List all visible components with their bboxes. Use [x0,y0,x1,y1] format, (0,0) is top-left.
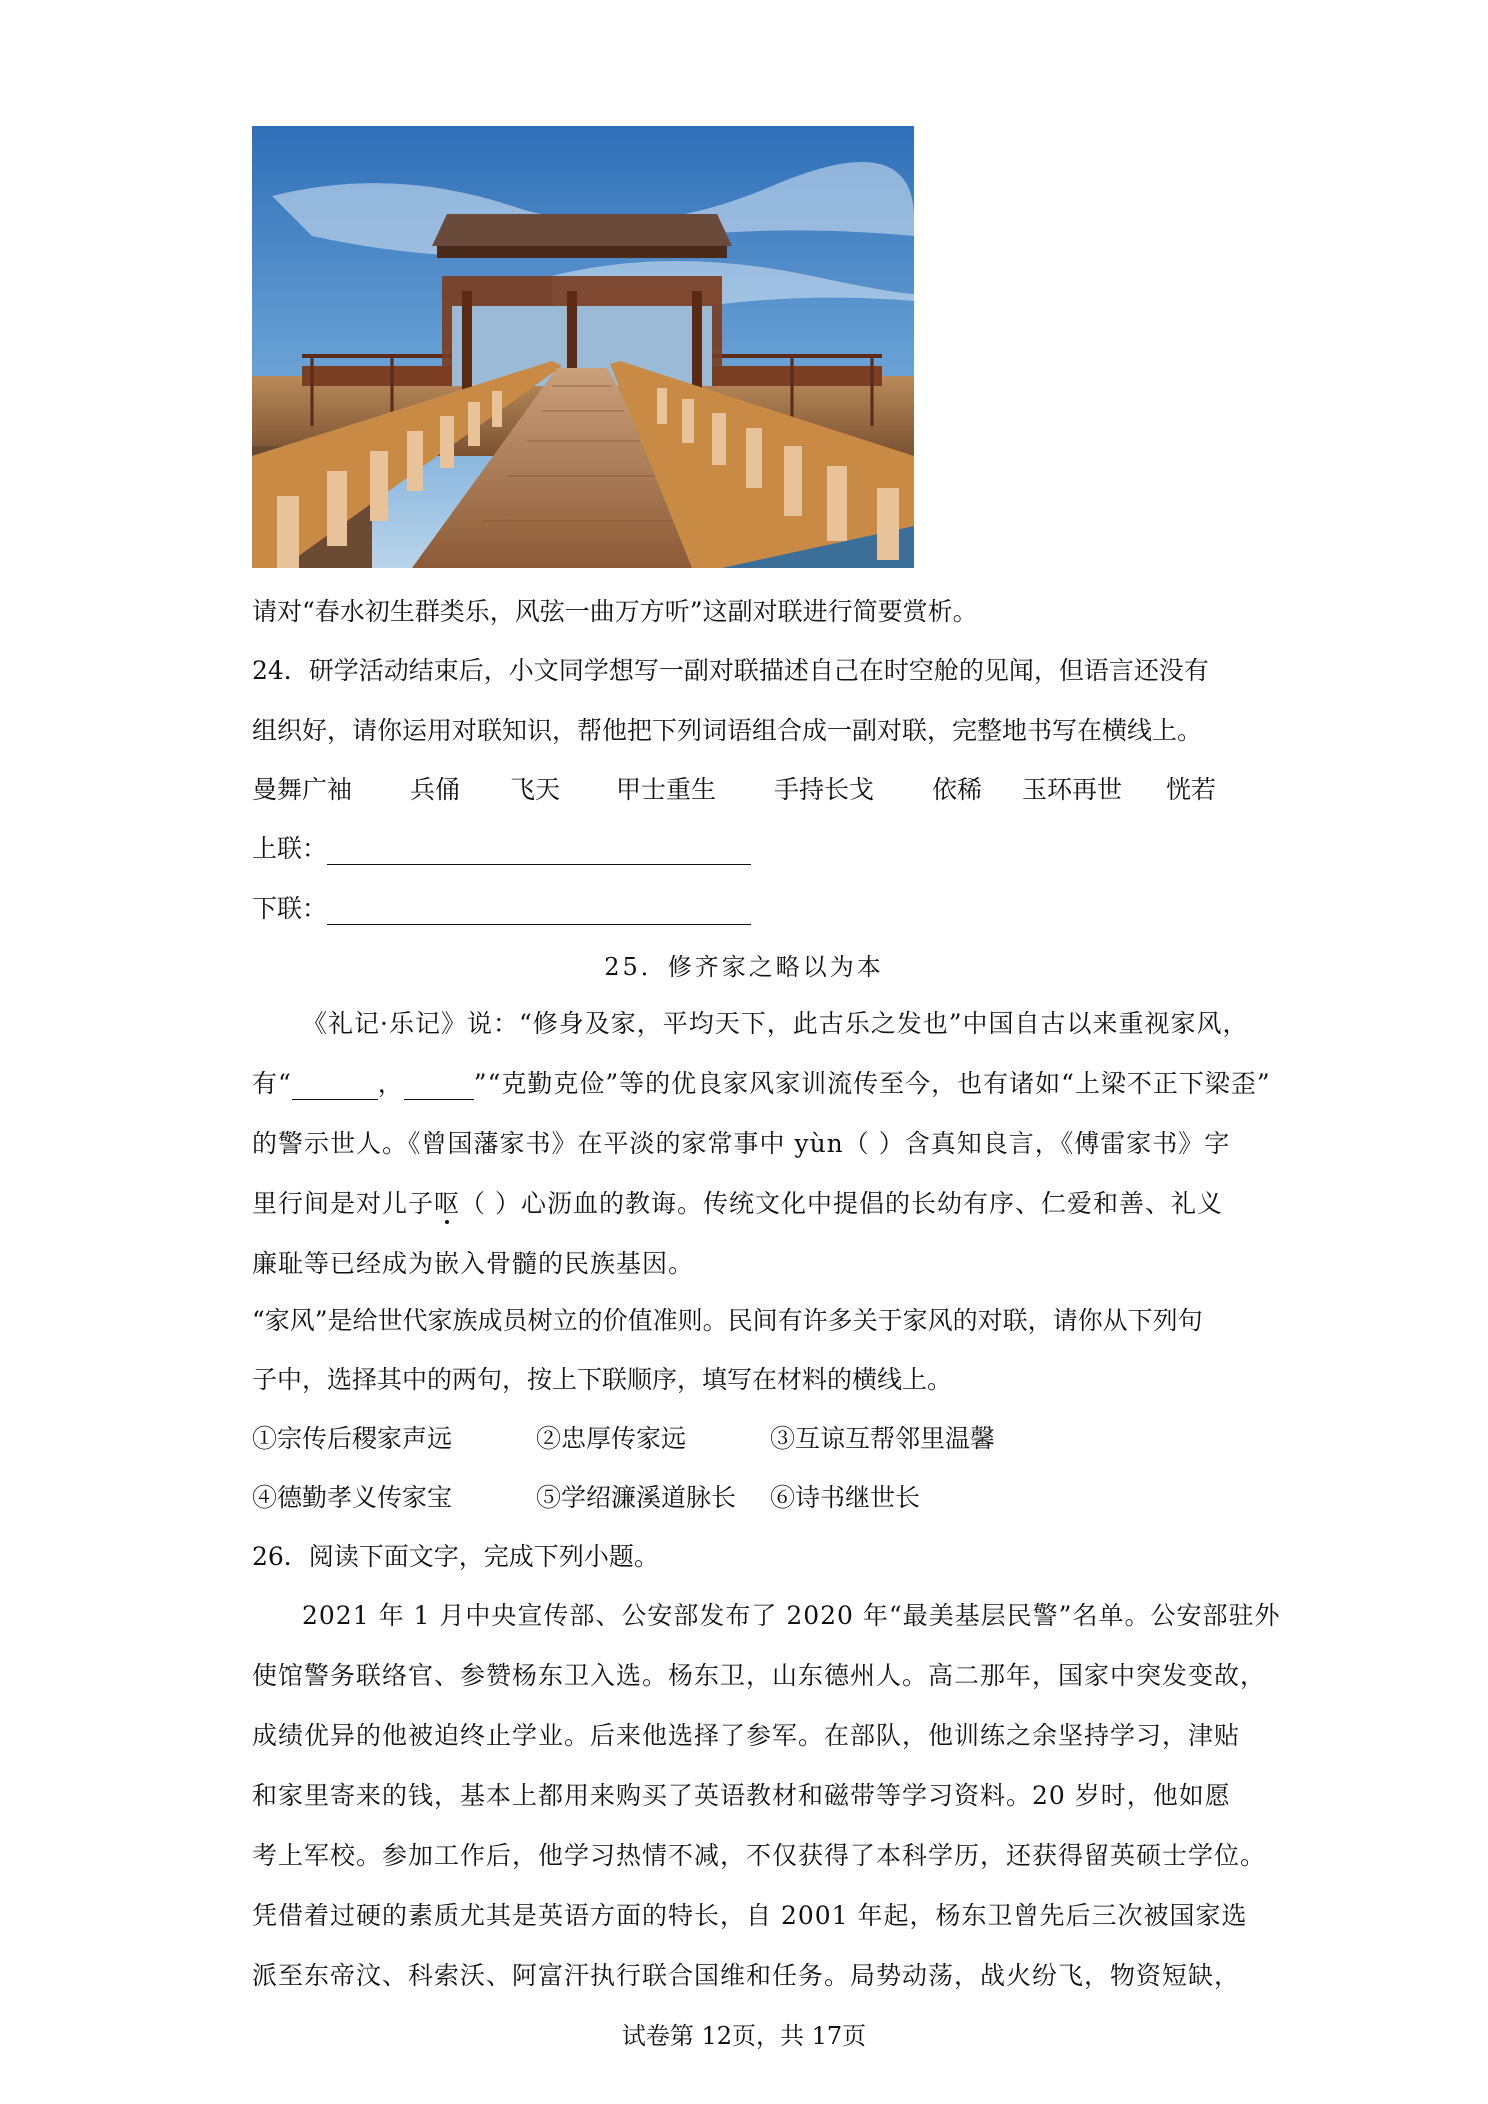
emphasized-character: 呕 [434,1189,461,1218]
word-item: 玉环再世 [1022,775,1123,804]
q26-passage-line: 使馆警务联络官、参赞杨东卫入选。杨东卫，山东德州人。高二那年，国家中突发变故， [252,1661,1267,1690]
q24-line-2: 组织好，请你运用对联知识，帮他把下列词语组合成一副对联，完整地书写在横线上。 [252,716,1203,745]
couplet-blank-upper[interactable] [292,1073,378,1100]
page-footer: 试卷第 12页，共 17页 [621,2022,867,2050]
lower-couplet-label: 下联： [252,894,328,923]
q25-p1-line-2 [252,1068,1271,1100]
text-fragment: （ ）心沥血的教诲。传统文化中提倡的长幼有序、仁爱和善、礼义 [460,1189,1223,1218]
text-fragment: 里行间是对儿子 [252,1189,435,1218]
option-item: ②忠厚传家远 [536,1424,687,1453]
option-item: ⑥诗书继世长 [770,1483,921,1512]
text-fragment: 有“ [252,1069,292,1098]
option-item: ④德勤孝义传家宝 [252,1483,453,1512]
q26-prompt: 26．阅读下面文字，完成下列小题。 [252,1542,659,1571]
word-item: 飞天 [510,775,561,804]
q25-p2-line-2: 子中，选择其中的两句，按上下联顺序，填写在材料的横线上。 [252,1365,953,1394]
q26-passage-line: 凭借着过硬的素质尤其是英语方面的特长，自 2001 年起，杨东卫曾先后三次被国家选 [252,1901,1248,1930]
boardwalk-pavilion-photo [252,126,914,568]
q25-p1-line-3: 的警示世人。《曾国藩家书》在平淡的家常事中 yùn（ ）含真知良言，《傅雷家书》字 [252,1129,1231,1158]
word-item: 兵俑 [410,775,461,804]
q26-passage-line: 派至东帝汶、科索沃、阿富汗执行联合国维和任务。局势动荡，战火纷飞，物资短缺， [252,1961,1241,1990]
word-item: 恍若 [1166,775,1217,804]
q24-line-1: 24．研学活动结束后，小文同学想写一副对联描述自己在时空舱的见闻，但语言还没有 [252,656,1209,685]
upper-couplet-blank[interactable] [327,838,751,865]
lower-couplet-row [252,893,751,925]
text-fragment: ”“克勤克俭”等的优良家风家训流传至今，也有诸如“上梁不正下梁歪” [473,1069,1271,1098]
couplet-blank-lower[interactable] [404,1073,474,1100]
upper-couplet-label: 上联： [252,834,328,863]
q25-p1-line-5: 廉耻等已经成为嵌入骨髓的民族基因。 [252,1249,695,1278]
word-item: 依稀 [932,775,983,804]
lower-couplet-blank[interactable] [327,898,751,925]
q25-p1-line-1: 《礼记·乐记》说：“修身及家，平均天下，此古乐之发也”中国自古以来重视家风， [302,1009,1249,1038]
q25-title: 25．修齐家之略以为本 [604,953,884,981]
q25-p1-line-4 [252,1188,1223,1220]
word-item: 曼舞广袖 [252,775,353,804]
q26-passage-line: 成绩优异的他被迫终止学业。后来他选择了参军。在部队，他训练之余坚持学习，津贴 [252,1721,1241,1750]
q26-passage-line: 2021 年 1 月中央宣传部、公安部发布了 2020 年“最美基层民警”名单。公安部驻外 [302,1601,1281,1630]
word-item: 手持长戈 [774,775,875,804]
text-fragment: ， [377,1069,404,1098]
q26-passage-line: 和家里寄来的钱，基本上都用来购买了英语教材和磁带等学习资料。20 岁时，他如愿 [252,1781,1231,1810]
q26-passage-line: 考上军校。参加工作后，他学习热情不减，不仅获得了本科学历，还获得留英硕士学位。 [252,1841,1267,1870]
upper-couplet-row [252,833,751,865]
option-item: ⑤学绍濂溪道脉长 [536,1483,737,1512]
option-item: ③互谅互帮邻里温馨 [770,1424,996,1453]
q25-p2-line-1: “家风”是给世代家族成员树立的价值准则。民间有许多关于家风的对联，请你从下列句 [252,1306,1203,1335]
q23-prompt: 请对“春水初生群类乐，风弦一曲万方听”这副对联进行简要赏析。 [252,597,978,626]
option-item: ①宗传后稷家声远 [252,1424,453,1453]
word-item: 甲士重生 [616,775,717,804]
